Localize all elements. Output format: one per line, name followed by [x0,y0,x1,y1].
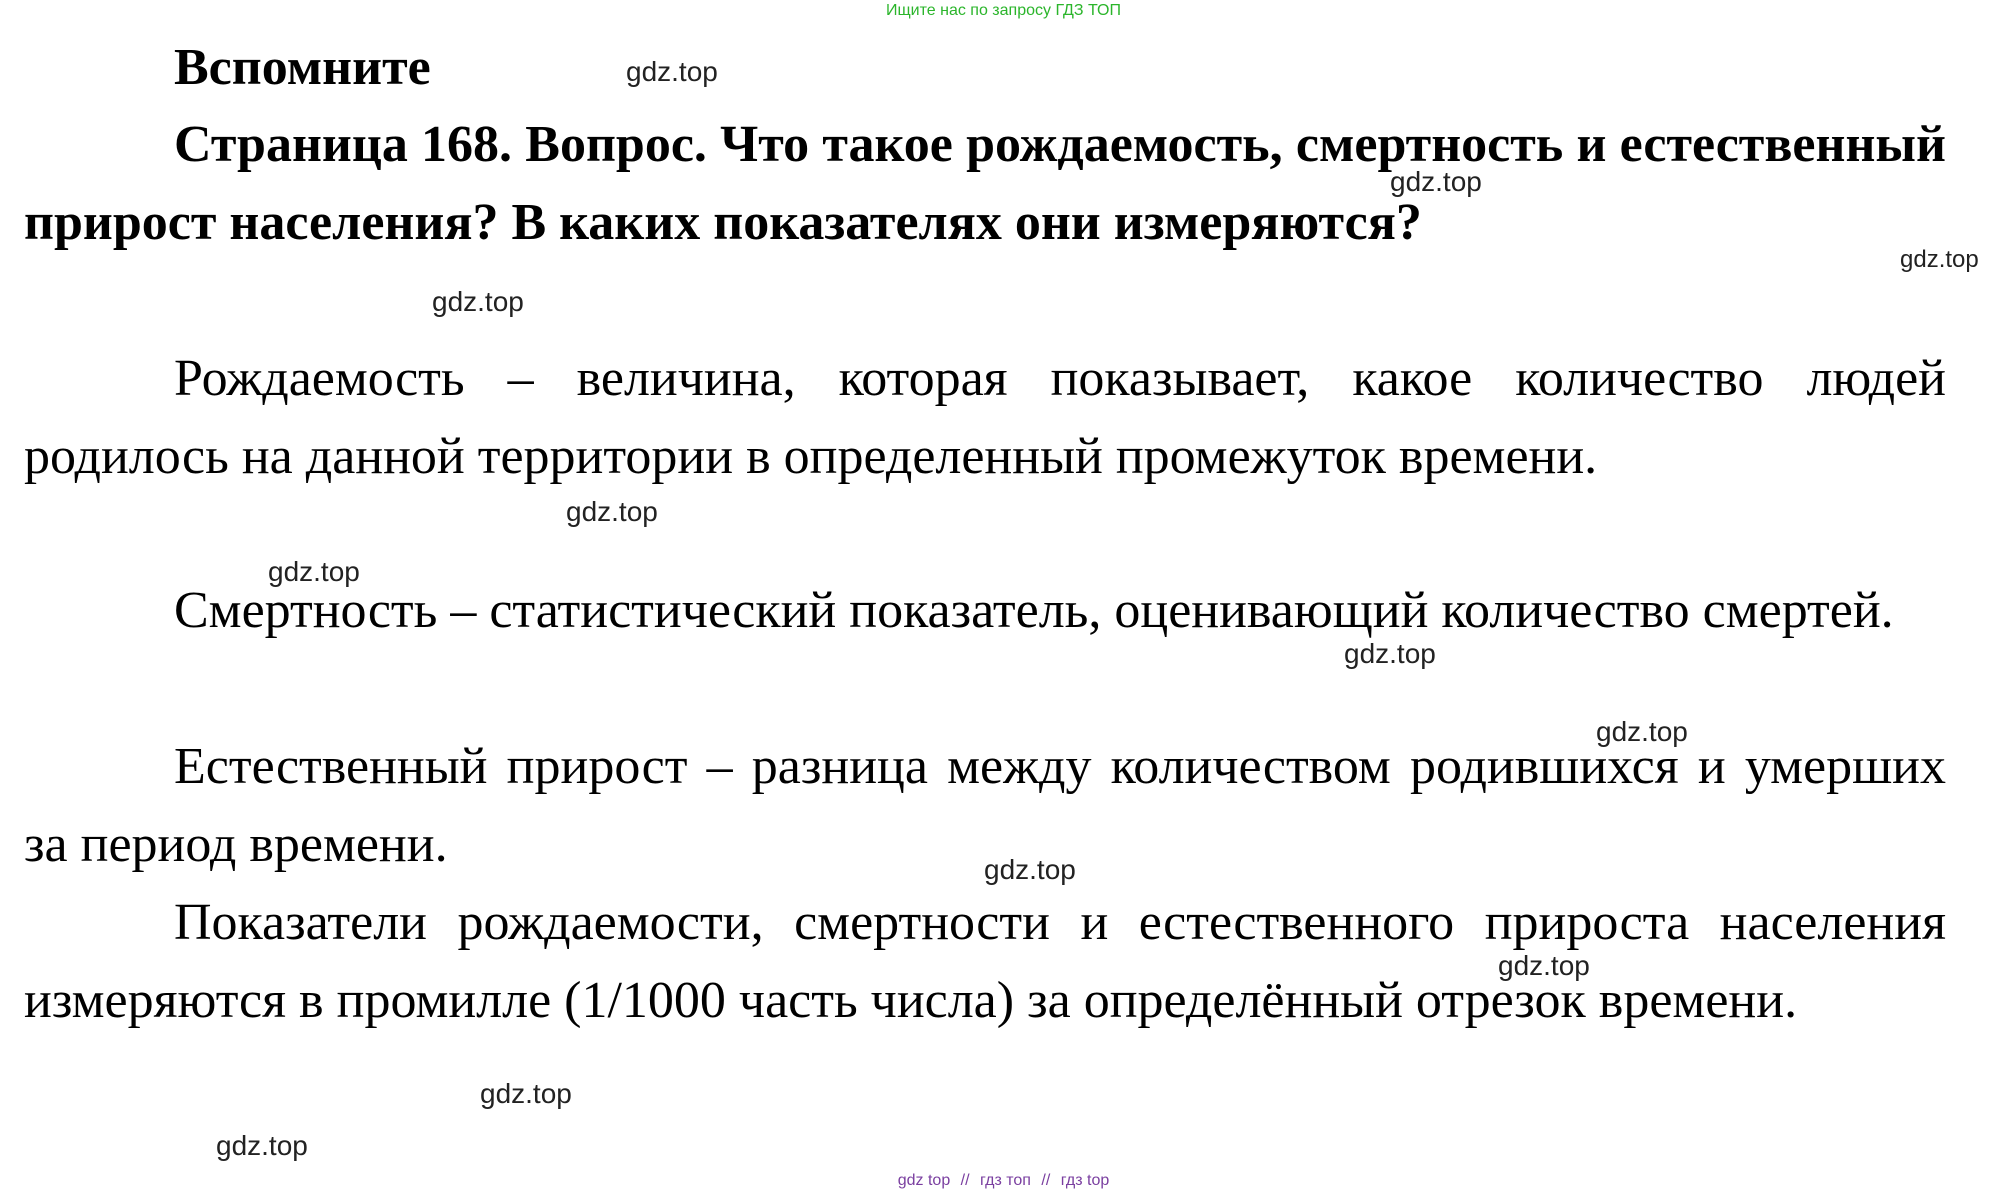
search-banner: Ищите нас по запросу ГДЗ ТОП [886,2,1121,19]
watermark-label: gdz.top [566,496,658,527]
footer-separator: // [1041,1172,1051,1189]
watermark-label: gdz.top [480,1078,572,1109]
footer-separator: // [960,1172,970,1189]
watermark-label: gdz.top [1596,716,1688,747]
watermark-label: gdz.top [626,56,718,87]
answer-paragraph-birth-rate: Рождаемость – величина, которая показывает, какое количество людей родилось на данной территории в определенный промежуток времени. [24,350,1946,485]
watermark-label: gdz.top [1390,166,1482,197]
question-text: Страница 168. Вопрос. Что такое рождаемость, смертность и естественный прирост населения? В каких показателях они измеряются? [24,116,1946,251]
answer-paragraph-mortality: Смертность – статистический показатель, оценивающий количество смертей. [174,582,1894,639]
footer-link[interactable]: гдз top [1060,1172,1110,1189]
footer-links [0,1172,2007,1190]
watermark-label: gdz.top [1498,950,1590,981]
answer-paragraph-measurement: Показатели рождаемости, смертности и естественного прироста населения измеряются в промилле (1/1000 часть числа) за определённый отрезок времени. [24,894,1946,1029]
footer-link[interactable]: гдз топ [980,1172,1031,1189]
section-heading: Вспомните [174,39,431,96]
watermark-label: gdz.top [984,854,1076,885]
watermark-label: gdz.top [216,1130,308,1161]
watermark-label: gdz.top [432,286,524,317]
watermark-label: gdz.top [268,556,360,587]
watermark-label: gdz.top [1900,246,1979,273]
footer-link[interactable]: gdz top [897,1172,951,1189]
answer-paragraph-natural-growth: Естественный прирост – разница между количеством родившихся и умерших за период времени. [24,738,1946,873]
watermark-label: gdz.top [1344,638,1436,669]
